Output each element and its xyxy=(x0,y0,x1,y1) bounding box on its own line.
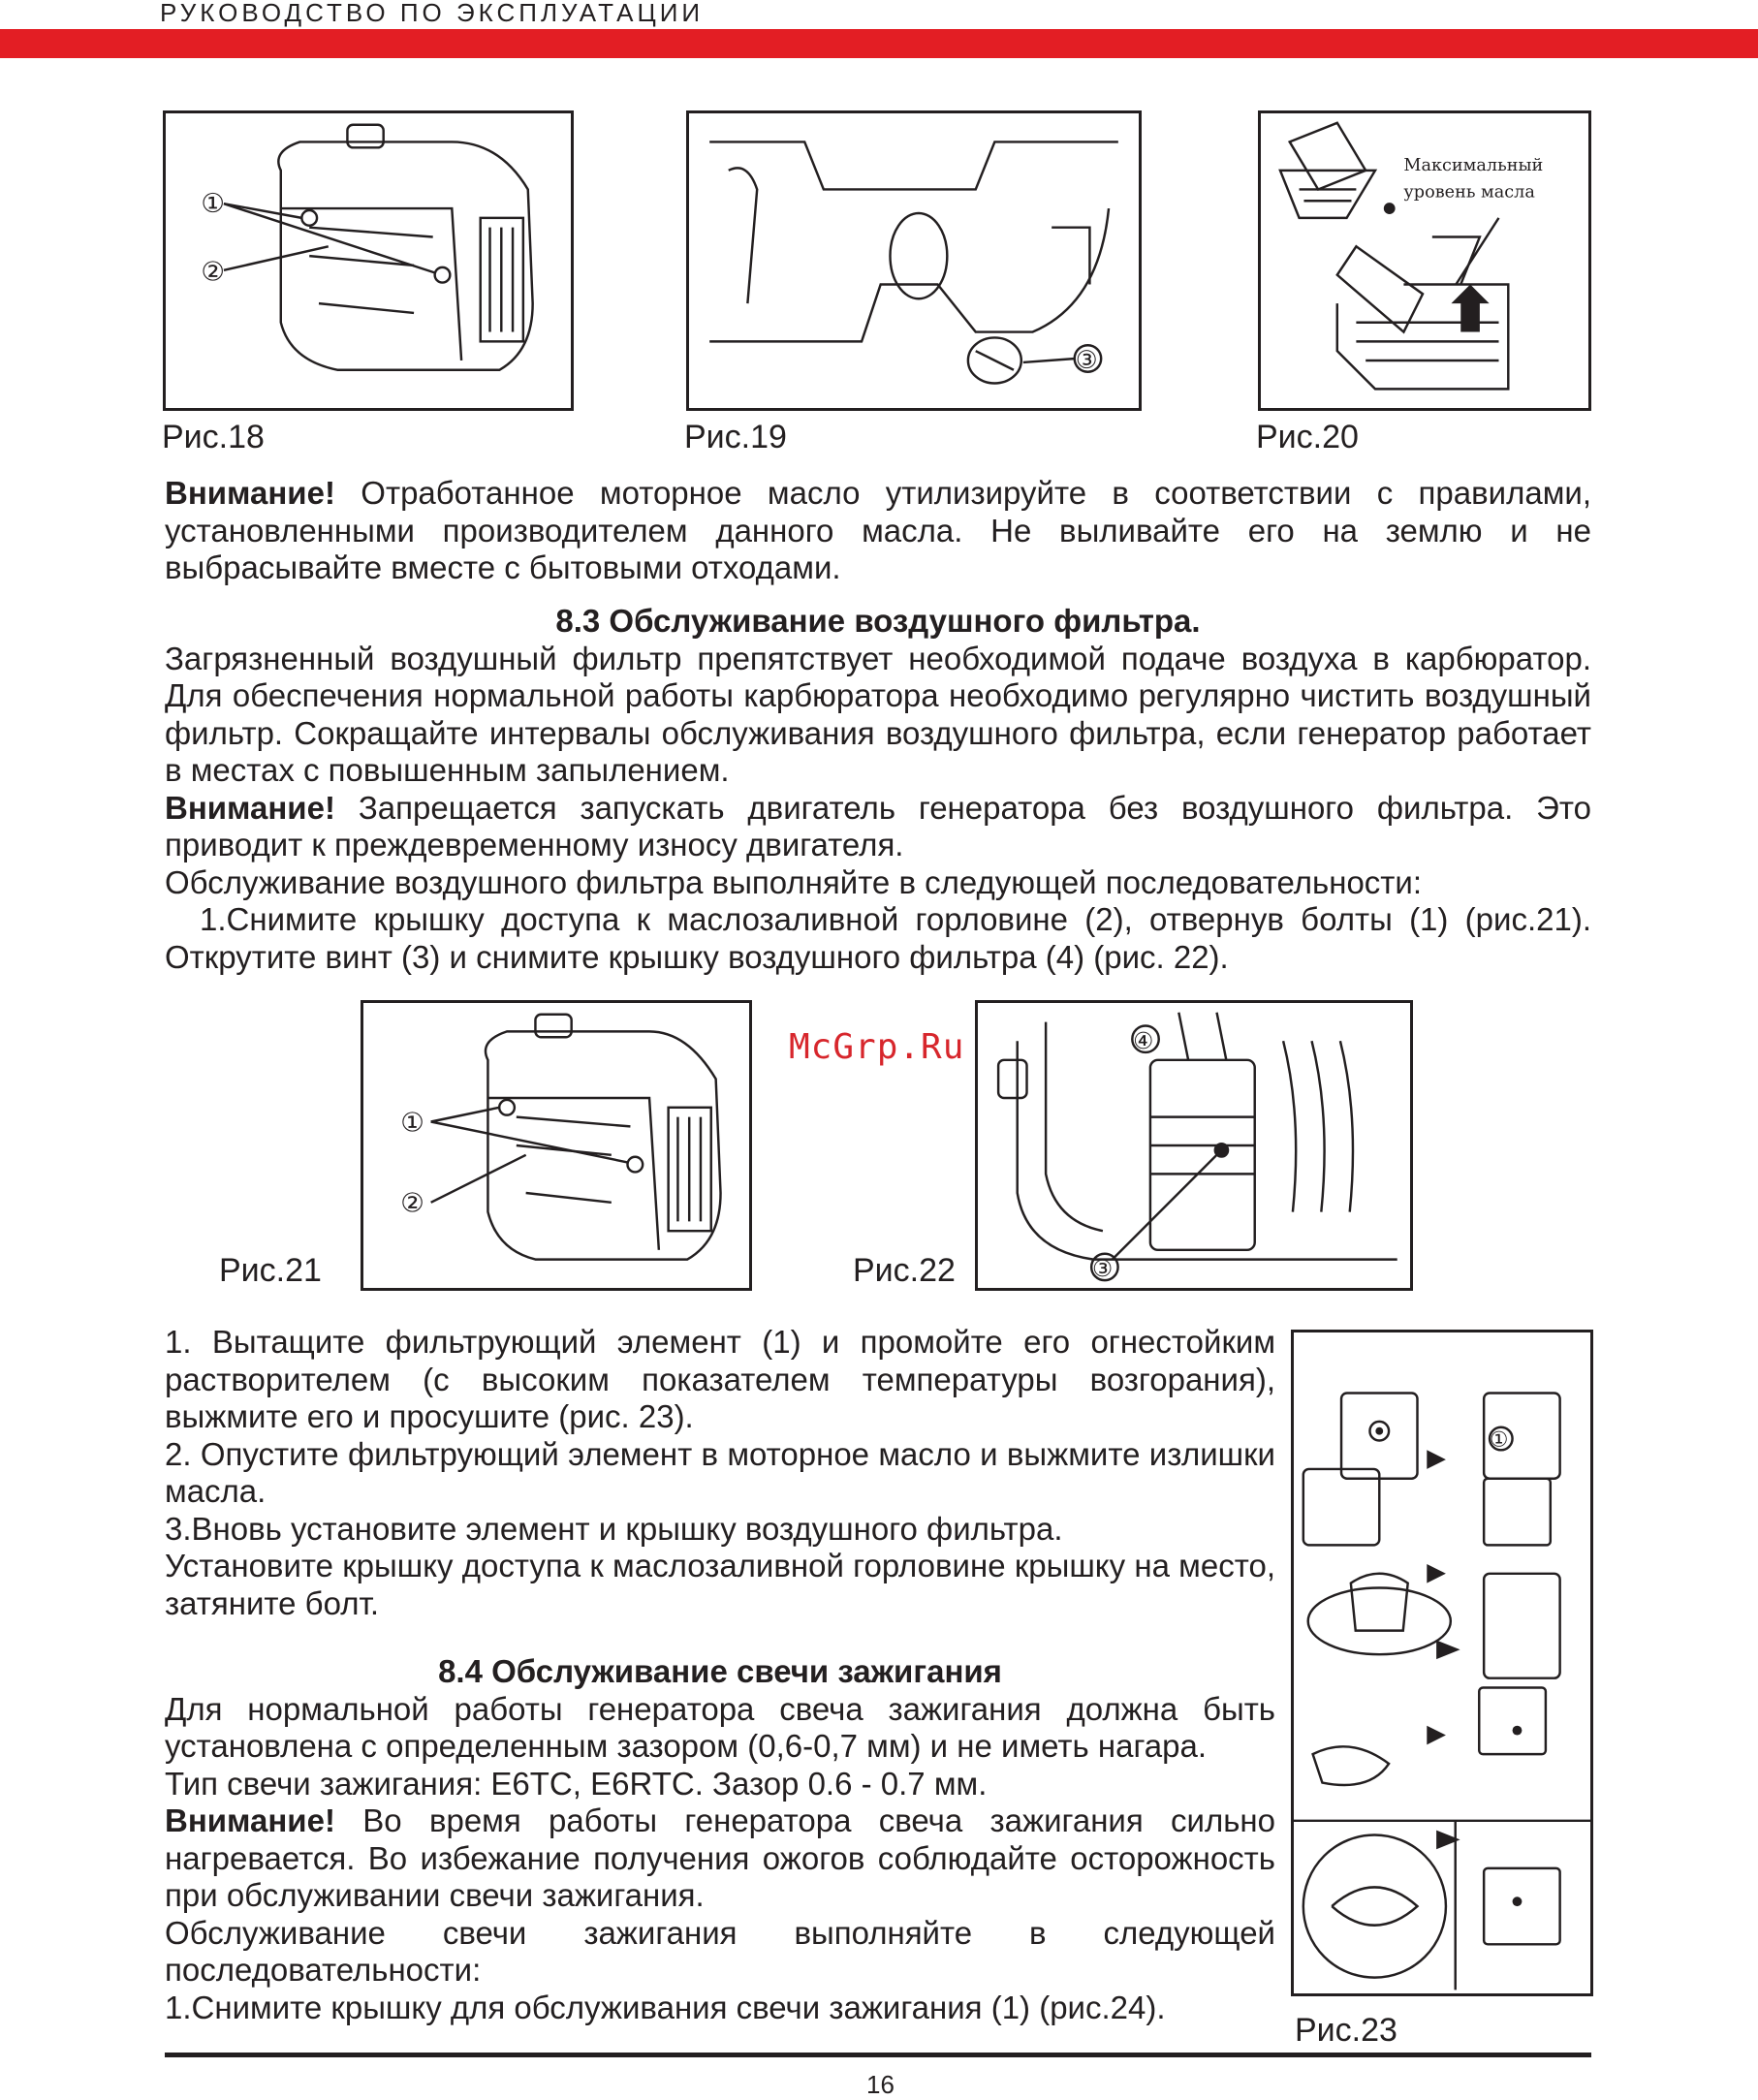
filter-cleaning-illustration xyxy=(1294,1332,1590,1993)
section-8-4-sequence: Обслуживание свечи зажигания выполняйте в следующей последовательности: xyxy=(165,1914,1275,1988)
caption-fig22: Рис.22 xyxy=(853,1252,956,1289)
oil-cap-illustration xyxy=(689,113,1139,408)
filter-step-c: 3.Вновь установите элемент и крышку воздушного фильтра. xyxy=(165,1510,1063,1547)
caption-fig23: Рис.23 xyxy=(1295,2012,1397,2049)
section-8-3-warning-label: Внимание! xyxy=(165,789,335,826)
header-bar xyxy=(0,29,1758,58)
label-max-line2: уровень масла xyxy=(1403,182,1535,203)
generator-illustration xyxy=(166,113,571,408)
caption-fig20: Рис.20 xyxy=(1256,419,1359,455)
section-8-3-warning-text: Запрещается запускать двигатель генератора без воздушного фильтра. Это приводит к преждевременному износу двигателя. xyxy=(165,789,1591,862)
section-8-4-warning-text: Во время работы генератора свеча зажигания сильно нагревается. Во избежание получения ожогов соблюдайте осторожность при обслуживании свечи зажигания. xyxy=(165,1802,1275,1913)
callout-4: ④ xyxy=(1133,1027,1154,1055)
filter-step-a: 1. Вытащите фильтрующий элемент (1) и промойте его огнестойким растворителем (с высоким показателем температуры возгорания), выжмите его и просушите (рис. 23). xyxy=(165,1324,1275,1434)
filter-steps-block xyxy=(165,1324,1275,1622)
callout-3: ③ xyxy=(1075,345,1098,375)
section-8-3-title: 8.3 Обслуживание воздушного фильтра. xyxy=(555,603,1201,639)
figure-23 xyxy=(1291,1330,1593,1996)
section-8-3-intro: Загрязненный воздушный фильтр препятствует необходимой подаче воздуха в карбюратор. Для обеспечения нормальной работы карбюратора необходимо регулярно чистить воздушный фильтр. Сокращайте интервалы обслуживания воздушного фильтра, если генератор работает в местах с повышенным запылением. xyxy=(165,640,1591,788)
filter-step-d: Установите крышку доступа к маслозаливной горловине крышку на место, затяните болт. xyxy=(165,1548,1275,1621)
callout-2: ② xyxy=(400,1188,424,1219)
section-8-4-step1: 1.Снимите крышку для обслуживания свечи зажигания (1) (рис.24). xyxy=(165,1989,1166,2025)
footer-rule xyxy=(165,2053,1591,2057)
callout-2: ② xyxy=(201,257,226,288)
running-header: РУКОВОДСТВО ПО ЭКСПЛУАТАЦИИ xyxy=(160,0,705,27)
generator-illustration xyxy=(363,1003,749,1288)
figure-21 xyxy=(361,1000,752,1291)
caption-fig21: Рис.21 xyxy=(219,1252,322,1289)
watermark: McGrp.Ru xyxy=(789,1027,965,1067)
section-8-3-step1: 1.Снимите крышку доступа к маслозаливной горловине (2), отвернув болты (1) (рис.21). Открутите винт (3) и снимите крышку воздушного фильтра (4) (рис. 22). xyxy=(165,901,1591,975)
section-8-4-warning-label: Внимание! xyxy=(165,1802,335,1838)
filter-step-b: 2. Опустите фильтрующий элемент в моторное масло и выжмите излишки масла. xyxy=(165,1435,1275,1509)
label-max-line1: Максимальный xyxy=(1403,155,1544,175)
warning-oil-block xyxy=(165,475,1591,587)
callout-1: ① xyxy=(201,188,226,219)
figure-20 xyxy=(1258,110,1591,411)
section-8-4-title: 8.4 Обслуживание свечи зажигания xyxy=(438,1653,1002,1689)
figure-18 xyxy=(163,110,574,411)
section-8-4-block xyxy=(165,1653,1275,2026)
section-8-4-intro: Для нормальной работы генератора свеча зажигания должна быть установлена с определенным зазором (0,6-0,7 мм) и не иметь нагара. xyxy=(165,1690,1275,1764)
oil-level-illustration xyxy=(1261,113,1588,408)
section-8-3-sequence: Обслуживание воздушного фильтра выполняйте в следующей последовательности: xyxy=(165,863,1423,900)
callout-3: ③ xyxy=(1092,1255,1114,1283)
callout-1: ① xyxy=(400,1108,424,1139)
figure-22 xyxy=(975,1000,1413,1291)
page-number: 16 xyxy=(866,2070,895,2099)
section-8-3-block xyxy=(165,603,1591,976)
figure-19 xyxy=(686,110,1142,411)
warning-text: Отработанное моторное масло утилизируйте в соответствии с правилами, установленными производителем данного масла. Не выливайте его на землю и не выбрасывайте вместе с бытовыми отходами. xyxy=(165,475,1591,585)
caption-fig18: Рис.18 xyxy=(162,419,265,455)
air-filter-cover-illustration xyxy=(978,1003,1410,1288)
caption-fig19: Рис.19 xyxy=(684,419,787,455)
section-8-4-type: Тип свечи зажигания: E6TC, E6RTC. Зазор 0.6 - 0.7 мм. xyxy=(165,1765,988,1802)
callout-1: ① xyxy=(1490,1427,1509,1453)
warning-label: Внимание! xyxy=(165,475,335,511)
